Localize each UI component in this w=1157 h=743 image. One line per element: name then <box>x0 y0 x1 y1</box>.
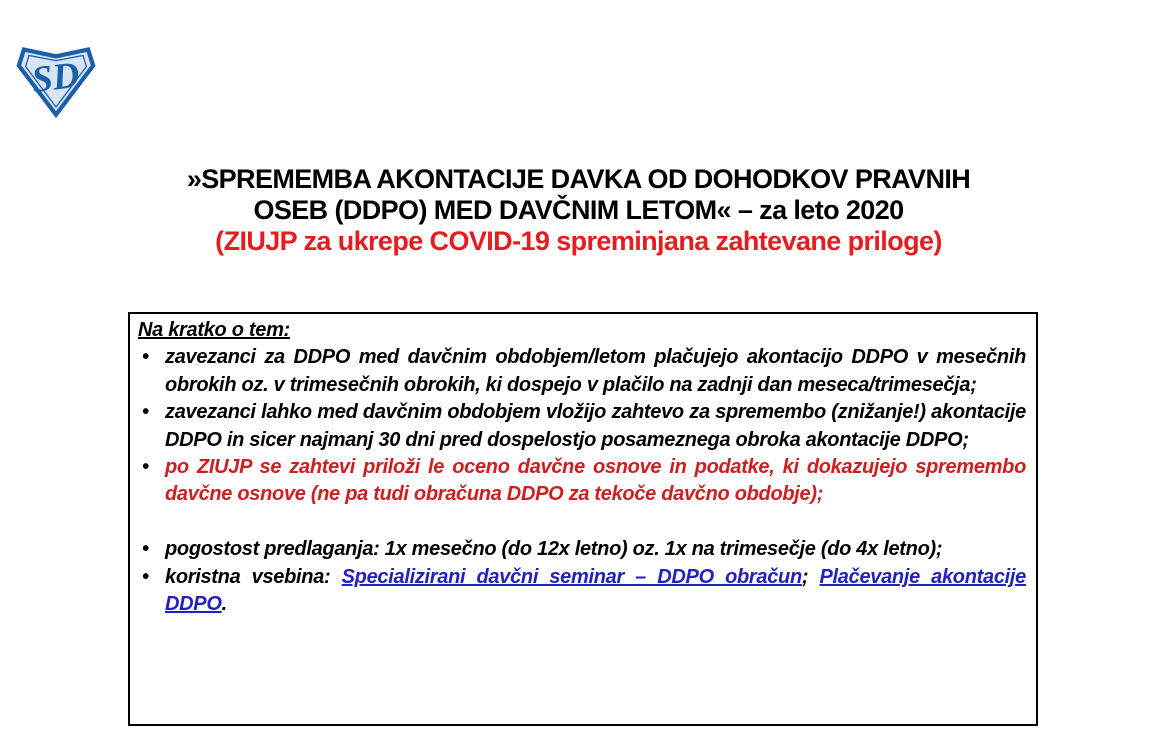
title-line-1: »SPREMEMBA AKONTACIJE DAVKA OD DOHODKOV PRAVNIH <box>186 164 971 194</box>
bullet-item-1: • zavezanci za DDPO med davčnim obdobjem/letom plačujejo akontacijo DDPO v mesečnih obrokih oz. v trimesečnih obrokih, ki dospejo v plačilo na zadnji dan meseca/trimesečja; <box>138 344 1026 399</box>
title-subtitle: (ZIUJP za ukrepe COVID-19 spreminjana zahtevane priloge) <box>215 226 942 256</box>
svg-text:SD: SD <box>29 54 82 102</box>
bullet-item-3: • po ZIUJP se zahtevi priloži le oceno davčne osnove in podatke, ki dokazujejo spremembo davčne osnove (ne pa tudi obračuna DDPO za tekoče davčno obdobje); <box>138 454 1026 509</box>
bullet-item-5 <box>138 564 1026 619</box>
sd-diamond-shield-icon <box>13 42 99 118</box>
link-specializirani-davcni-seminar[interactable]: Specializirani davčni seminar – DDPO obračun <box>341 565 802 588</box>
title-block <box>0 164 1157 257</box>
bullet-5-prefix: koristna vsebina: <box>165 565 342 588</box>
bullet-list <box>138 344 1026 618</box>
link-placevanje-akontacije-ddpo[interactable]: Plačevanje akontacije DDPO <box>165 565 1026 616</box>
info-box <box>128 312 1038 726</box>
title-line-2: OSEB (DDPO) MED DAVČNIM LETOM« – za leto 2020 <box>253 195 904 225</box>
bullet-5-separator: ; <box>801 565 820 588</box>
sd-logo <box>13 42 99 118</box>
bullet-5-suffix: . <box>221 593 227 616</box>
info-box-heading: Na kratko o tem: <box>138 319 290 341</box>
bullet-item-4: • pogostost predlaganja: 1x mesečno (do 12x letno) oz. 1x na trimesečje (do 4x letno); <box>138 536 1026 563</box>
bullet-item-2: • zavezanci lahko med davčnim obdobjem vložijo zahtevo za spremembo (znižanje!) akontacije DDPO in sicer najmanj 30 dni pred dospelostjo posameznega obroka akontacije DDPO; <box>138 399 1026 454</box>
